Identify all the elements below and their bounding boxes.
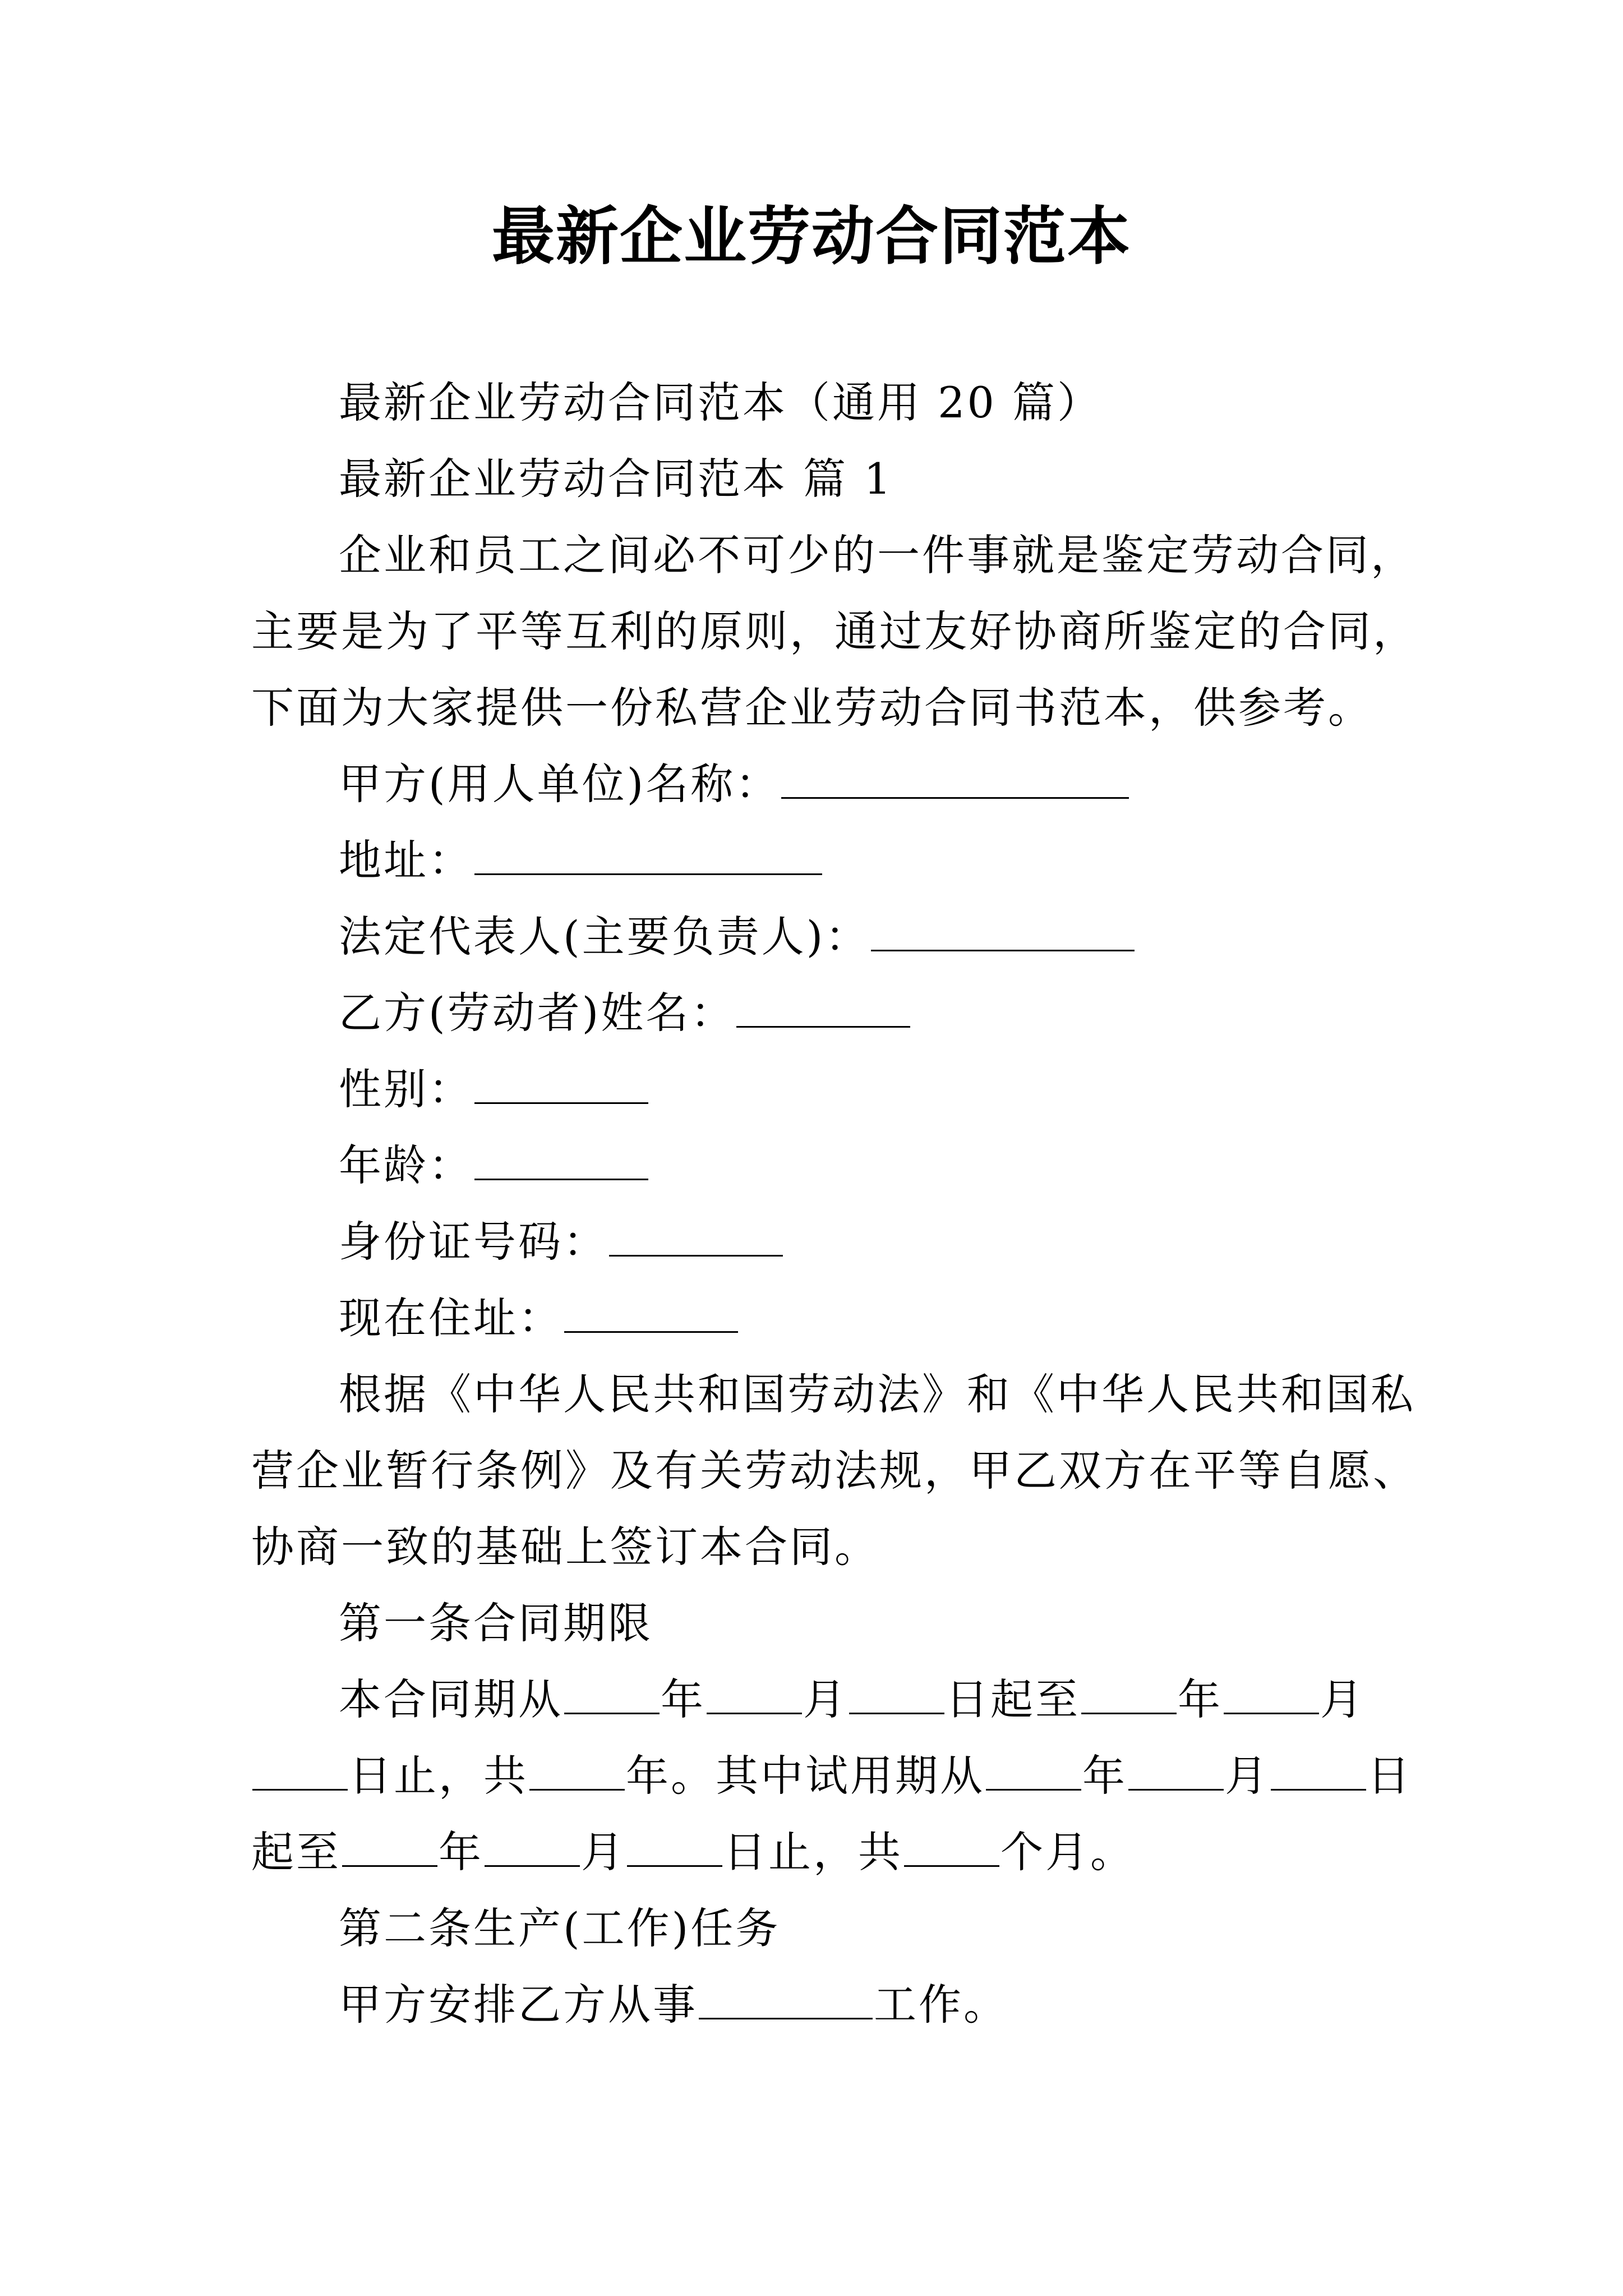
term-text: 年 bbox=[1082, 1751, 1127, 1801]
subtitle: 最新企业劳动合同范本（通用 20 篇） bbox=[339, 378, 1103, 427]
term-text: 月 bbox=[1320, 1674, 1365, 1724]
intro-paragraph: 企业和员工之间必不可少的一件事就是鉴定劳动合同，主要是为了平等互利的原则，通过友好协商所鉴定的合同，下面为大家提供一份私营企业劳动合同书范本，供参考。 bbox=[251, 530, 1418, 733]
term-blank bbox=[529, 1755, 625, 1791]
part-heading: 最新企业劳动合同范本 篇 1 bbox=[339, 454, 893, 504]
term-text: 日止，共 bbox=[723, 1827, 903, 1877]
term-text: 个月。 bbox=[1000, 1827, 1135, 1877]
id-number-blank bbox=[609, 1221, 783, 1257]
party-a-name-line bbox=[251, 746, 1435, 822]
party-a-name-blank bbox=[781, 763, 1129, 799]
term-blank bbox=[485, 1832, 580, 1867]
article-1-title: 第一条合同期限 bbox=[339, 1598, 653, 1648]
term-blank bbox=[564, 1679, 660, 1714]
term-blank bbox=[1081, 1679, 1177, 1714]
document-body bbox=[251, 365, 1435, 2043]
term-text: 本合同期从 bbox=[339, 1674, 563, 1724]
term-text: 月 bbox=[1225, 1751, 1270, 1801]
job-end-label: 工作。 bbox=[874, 1980, 1008, 2030]
party-b-name-blank bbox=[736, 992, 910, 1028]
party-a-name-label: 甲方(用人单位)名称： bbox=[339, 759, 781, 809]
id-number-label: 身份证号码： bbox=[339, 1217, 608, 1267]
legal-rep-line bbox=[251, 899, 1435, 975]
term-blank bbox=[849, 1679, 944, 1714]
term-text: 年 bbox=[661, 1674, 706, 1724]
term-blank bbox=[1271, 1755, 1366, 1791]
party-b-name-line bbox=[251, 975, 1435, 1051]
term-blank bbox=[1224, 1679, 1319, 1714]
term-text: 月 bbox=[581, 1827, 626, 1877]
term-blank bbox=[1128, 1755, 1224, 1791]
term-blank bbox=[342, 1832, 437, 1867]
gender-label: 性别： bbox=[339, 1064, 473, 1114]
gender-blank bbox=[474, 1069, 648, 1104]
basis-paragraph: 根据《中华人民共和国劳动法》和《中华人民共和国私营企业暂行条例》及有关劳动法规，甲乙双方在平等自愿、协商一致的基础上签订本合同。 bbox=[251, 1369, 1418, 1572]
term-text: 年 bbox=[1178, 1674, 1223, 1724]
contract-term-paragraph bbox=[251, 1662, 1435, 1890]
term-text: 年 bbox=[439, 1827, 483, 1877]
term-text: 月 bbox=[803, 1674, 848, 1724]
age-blank bbox=[474, 1145, 648, 1180]
job-label: 甲方安排乙方从事 bbox=[339, 1980, 698, 2030]
address-line bbox=[251, 822, 1435, 899]
legal-rep-label: 法定代表人(主要负责人)： bbox=[339, 912, 870, 961]
term-text: 日起至 bbox=[946, 1674, 1080, 1724]
term-text: 日止，共 bbox=[349, 1751, 528, 1801]
term-blank bbox=[252, 1755, 348, 1791]
current-address-blank bbox=[564, 1297, 738, 1333]
document-title: 最新企业劳动合同范本 bbox=[492, 200, 1131, 273]
age-line bbox=[251, 1128, 1435, 1204]
legal-rep-blank bbox=[871, 916, 1135, 951]
term-text: 日起至 bbox=[251, 1751, 1412, 1877]
article-2-title: 第二条生产(工作)任务 bbox=[339, 1903, 781, 1953]
term-blank bbox=[707, 1679, 802, 1714]
id-number-line bbox=[251, 1204, 1435, 1280]
job-line bbox=[251, 1967, 1435, 2043]
current-address-line bbox=[251, 1280, 1435, 1356]
current-address-label: 现在住址： bbox=[339, 1293, 563, 1343]
address-label: 地址： bbox=[339, 835, 473, 885]
party-b-name-label: 乙方(劳动者)姓名： bbox=[339, 988, 736, 1038]
address-blank bbox=[474, 840, 822, 875]
job-blank bbox=[699, 1984, 873, 2019]
term-blank bbox=[904, 1832, 999, 1867]
term-blank bbox=[627, 1832, 722, 1867]
age-label: 年龄： bbox=[339, 1140, 473, 1190]
term-blank bbox=[986, 1755, 1081, 1791]
gender-line bbox=[251, 1051, 1435, 1128]
term-text: 年。其中试用期从 bbox=[626, 1751, 985, 1801]
